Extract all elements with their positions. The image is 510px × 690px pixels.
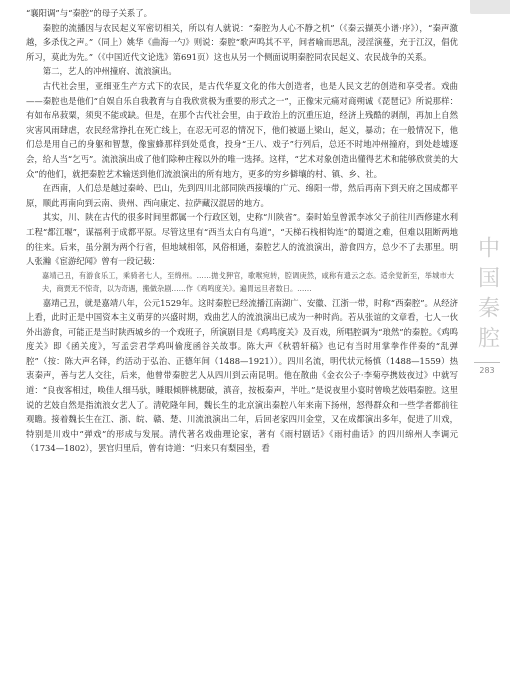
book-title-vertical: 中国秦腔: [474, 236, 500, 356]
paragraph: “襄阳调”与“秦腔”的母子关系了。: [26, 8, 153, 18]
section-heading: 第二，艺人的冲州撞府、流浪演出。: [42, 66, 177, 77]
main-text-column: [26, 6, 458, 456]
page-number: 283: [479, 366, 495, 375]
paragraph: 古代社会里，亚细亚生产方式下的农民，是古代华夏文化的伟大创造者，也是人民文艺的创造和享受者。戏曲——秦腔也是他们“自娱自乐自我教育与自我欣赏极为重要的形式之一”，正像宋元痛对商朔诚《琵琶记》所说那样：有如布帛菽粟，须臾不能或缺。但是，在那个古代社会里，由于政治上的沉重压迫，经济上残酷的剥削，再加上自然灾害风雨肆虐，农民经常挣扎在死亡线上，在忍无可忍的情况下，他们被逼上梁山，起义，暴动；在一般情况下，他们总是用自己的身躯和智慧，像蜜蜂那样到处觅食，投身“王八、戏子”行列后，总还不时地冲州撞府，到处趁墟逐会，给人当“乞丐”。流浪演出成了他们除种庄稼以外的唯一选择。这样，“艺术对象创造出懂得艺术和能够欣赏美的大众”的他们，就把秦腔艺术输送到他们流浪演出的所有地方，更多的穷乡僻壤的村、镇、乡、社。: [26, 80, 458, 179]
block-quote: 嘉靖己丑，有游食乐工，乘骑者七人，至绵州。……拋戈狎官，歌喉宛转，腔调庚然，咸称有遗云之态。适余觉新至，举城市大夫，商贾无不惊奇，以为奇遇，搬做杂剧……作《鸡鸣度关》。遍胃远旦者数日。……: [42, 270, 454, 294]
paragraph: 嘉靖己丑，就是嘉靖八年，公元1529年。这时秦腔已经流播江南湖广、安徽、江浙一带，时称“西秦腔”。从经济上看，此时正是中国资本主义萌芽的兴盛时期，戏曲艺人的流浪演出已成为一种时尚。若从张谊的文章看，七人一伙外出游食，可能正是当时陕西城乡的一个戏班子，所演剧目是《鸡鸣度关》及百戏，所唱腔调为“琅然”的秦腔。《鸡鸣度关》即《函关度》，写孟尝君学鸡叫偷度函谷关故事。陈大声《秋碧轩稿》也记有当时用掌拳作伴奏的“乱弹腔”（按：陈大声名铎，约活动于弘治、正德年间（1488—1921））。四川名流，明代状元杨慎（1488—1559）热衷秦声，善与艺人交往，后来，他曾带秦腔艺人从四川到云南昆明。他在散曲《金衣公子·李菊亭携妓夜过》中就写道：“良夜客相过，唤佳人细马驮，睡眼倾胖桃腮破，滇音，按板秦声，半吐。”是说夜里小宴时曾唤艺妓唱秦腔。这里说的艺妓自然是指流浪女艺人了。清乾隆年间，魏长生的北京演出秦腔八年来南下扬州，怒得群众和一些学者都前往观瞻。接着魏长生在江、浙、皖、赣、楚、川流浪演出二年，后回老家四川金堂，又在成都演出多年，促进了川戏，特别是川戏中“弹戏”的形成与发展。清代著名戏曲理论家，著有《雨村剧话》《雨村曲话》的四川绵州人李调元（1734—1802），罢官归里后，曾有诗道：“归来只有梨园坐，看: [26, 297, 458, 454]
divider: [474, 362, 500, 363]
side-running-header: [470, 236, 504, 375]
paragraph: 在西南，人们总是越过秦岭、巴山，先到四川北部同陕西接壤的广元、绵阳一带，然后再南下到天府之国成都平原，顺此再南向到云南、贵州、西向康定、拉萨藏汉混居的地方。: [26, 183, 458, 208]
paragraph: 其实，川、陕在古代的很多时间里都属一个行政区划，史称“川陕省”。秦时始皇曾派李冰父子前往川西修建水利工程“都江堰”，谋福利于成都平原。尽管这里有“西当太白有鸟道”，“天梯石栈相钩连”的蜀道之难，但难以阻断两地的往来。后来，虽分割为两个行省，但地域相邻，风俗相通，秦腔艺人的流浪演出，游食四方，总少不了去那里。明人张瀚《宦游纪闻》曾有一段记载：: [26, 212, 458, 267]
paragraph: 秦腔的流播因与农民起义军密切相关，所以有人就说：“秦腔为人心不静之机”（《秦云撷英小谱·序》），“秦声激越，多杀伐之声。”（同上）姚华《曲海一勺》则说：秦腔“歌声鸣其不平，间者喻而思乱，浸淫演蔓，充于江汉，倡优所习，莫此为先。”（《中国近代文论选》第691页）这也从另一个侧面说明秦腔同农民起义、农民战争的关系。: [26, 22, 458, 62]
page-corner-tab: [470, 0, 510, 14]
